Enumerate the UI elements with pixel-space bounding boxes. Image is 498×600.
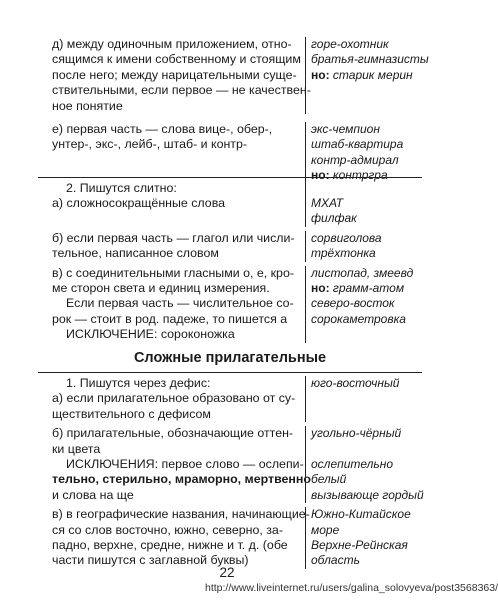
rule-text [52, 266, 305, 297]
rule-line: ществительного с дефисом [52, 406, 211, 421]
example: юго-восточный [311, 376, 400, 390]
example-column [305, 37, 429, 114]
rule-line: сящимся к имени собственному и стоящим [52, 52, 301, 67]
rule-text [52, 507, 310, 569]
example: братья-гимназисты [311, 52, 429, 67]
example: листопад, змеевд [311, 265, 414, 280]
example: Верхне-Рейнская [311, 538, 408, 553]
rule-line: е) первая часть — слова вице-, обер-, [52, 122, 273, 137]
but-label: но: [311, 281, 330, 296]
but-label: но: [311, 67, 330, 82]
example: море [311, 522, 340, 537]
rule-line: тельно, стерильно, мраморно, мертвенно [52, 472, 311, 487]
example-column [305, 296, 422, 342]
example-column [305, 376, 422, 422]
example: старик мерин [329, 67, 413, 82]
source-url-watermark: http://www.liveinternet.ru/users/galina_solovyeva/post3568363/ [205, 582, 498, 594]
example: северо-восток [311, 296, 395, 311]
example: филфак [311, 211, 357, 226]
rule-line: тельное, написанное словом [52, 246, 219, 261]
example-exception [311, 68, 422, 83]
section-divider [38, 177, 422, 178]
example-column [305, 457, 422, 503]
rule-line: в) в географические названия, начинающие- [52, 507, 310, 522]
rule-line: а) сложносокращённые слова [52, 196, 226, 211]
rule-line: д) между одиночным приложением, отно- [52, 37, 292, 51]
example: Южно-Китайское [311, 507, 411, 522]
rule-row [52, 181, 422, 227]
example-column [305, 122, 422, 184]
but-label: но: [311, 168, 330, 183]
example: ослепительно [311, 457, 394, 472]
example-exception [311, 281, 422, 296]
example: трёхтонка [311, 246, 376, 261]
page-number: 22 [219, 565, 235, 580]
rule-line: после него; между нарицательными суще- [52, 67, 297, 82]
example: вызывающе гордый [311, 487, 424, 502]
rule-line: ИСКЛЮЧЕНИЯ: первое слово — ослепи- [66, 457, 304, 472]
rule-row [52, 426, 422, 457]
rule-line: и слова на ще [52, 487, 134, 502]
example: горе-охотник [311, 37, 389, 51]
rule-row [52, 507, 422, 569]
rule-text [52, 181, 305, 227]
example: сорвиголова [311, 230, 382, 245]
example: экс-чемпион [311, 122, 380, 137]
rule-line: 1. Пишутся через дефис: [66, 376, 211, 390]
example-column [305, 507, 422, 569]
example: сорокаметровка [311, 311, 406, 326]
rule-text [52, 122, 305, 184]
rule-line: ки цвета [52, 441, 101, 456]
rule-line: ствительными, если первое — не качествен- [52, 83, 311, 98]
rule-text [52, 376, 305, 422]
rule-line: а) если прилагательное образовано от су- [52, 391, 296, 406]
section-heading: Сложные прилагательные [133, 350, 327, 366]
rule-row [52, 266, 422, 297]
example-column [305, 266, 422, 297]
rule-row [52, 37, 429, 114]
section-divider [38, 372, 422, 373]
example: контр-адмирал [311, 152, 399, 167]
example: штаб-квартира [311, 137, 404, 152]
rule-line: унтер-, экс-, лейб-, штаб- и контр- [52, 137, 247, 152]
rule-row [52, 376, 422, 422]
example: область [311, 553, 360, 568]
example-column [305, 231, 422, 262]
example: угольно-чёрный [311, 426, 402, 441]
example: контргра [329, 168, 388, 183]
rule-text [52, 296, 305, 342]
rule-line: 2. Пишутся слитно: [66, 181, 177, 195]
example: грамм-атом [329, 281, 405, 296]
rules-table-hyphen-nouns [52, 37, 429, 184]
rule-line: в) с соединительными гласными о, е, кро- [52, 265, 294, 280]
rule-line: части пишутся с заглавной буквы) [52, 553, 249, 568]
rule-text [52, 231, 305, 262]
rule-line: б) прилагательные, обозначающие оттен- [52, 426, 294, 441]
rule-line: Если первая часть — числительное со- [66, 296, 294, 311]
rule-text [52, 426, 305, 457]
rules-table-adjectives [52, 376, 422, 569]
rule-line: ИСКЛЮЧЕНИЕ: сороконожка [66, 327, 235, 342]
rule-row [52, 457, 422, 503]
example-column [305, 426, 422, 457]
rule-row [52, 122, 422, 184]
rule-line: ное понятие [52, 98, 123, 113]
rule-text [52, 37, 311, 114]
rule-line: ме сторон света и единиц измерения. [52, 281, 270, 296]
rule-line: ся со слов восточно, южно, северно, за- [52, 522, 283, 537]
example: белый [311, 472, 347, 487]
example-column [305, 181, 422, 227]
rule-row [52, 296, 422, 342]
rule-text [52, 457, 311, 503]
rule-line: рок — стоит в род. падеже, то пишется а [52, 311, 288, 326]
rule-row [52, 231, 422, 262]
rule-line: падно, верхне, средне, нижне и т. д. (обе [52, 538, 288, 553]
rule-line: б) если первая часть — глагол или числи- [52, 230, 295, 245]
example: МХАТ [311, 196, 344, 210]
rules-table-solid-nouns [52, 181, 422, 343]
